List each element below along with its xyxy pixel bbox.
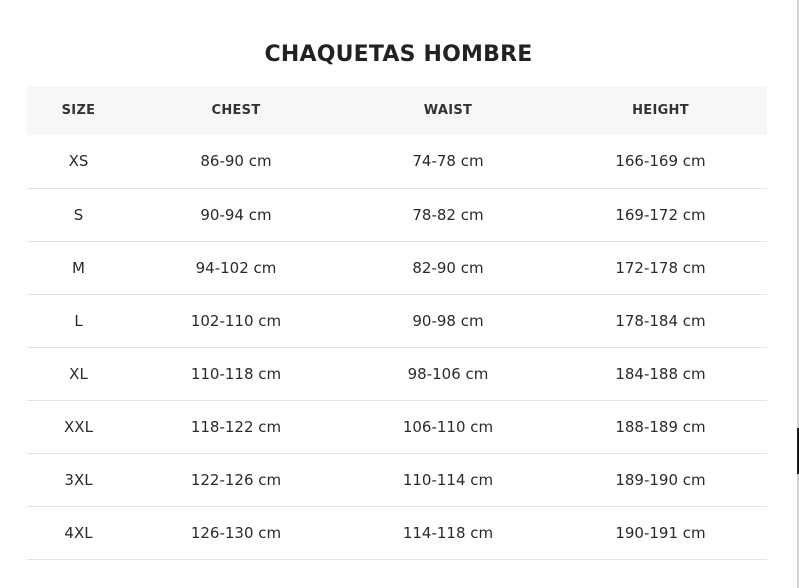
cell-size: L (74, 311, 83, 330)
cell-height: 169-172 cm (615, 205, 706, 224)
cell-chest: 122-126 cm (190, 470, 282, 489)
cell-waist: 90-98 cm (412, 311, 484, 330)
cell-height: 189-190 cm (615, 470, 706, 489)
table-row (27, 506, 767, 559)
cell-size: XS (68, 152, 89, 171)
cell-chest: 90-94 cm (200, 205, 272, 224)
size-chart-table (27, 86, 767, 560)
header-waist: WAIST (423, 103, 473, 118)
cell-waist: 106-110 cm (402, 417, 494, 436)
cell-waist: 74-78 cm (412, 152, 484, 171)
cell-height: 184-188 cm (615, 364, 706, 383)
cell-chest: 126-130 cm (190, 523, 282, 542)
cell-chest: 118-122 cm (190, 417, 282, 436)
table-row (27, 347, 767, 400)
cell-height: 172-178 cm (615, 258, 706, 277)
cell-size: XL (69, 364, 88, 383)
cell-chest: 94-102 cm (195, 258, 277, 277)
cell-height: 166-169 cm (615, 152, 706, 171)
cell-waist: 110-114 cm (402, 470, 494, 489)
table-row (27, 241, 767, 294)
cell-waist: 78-82 cm (412, 205, 484, 224)
cell-size: 3XL (64, 470, 93, 489)
table-header-row (27, 86, 767, 135)
cell-size: S (73, 205, 84, 224)
cell-size: M (72, 258, 85, 277)
table-row (27, 400, 767, 453)
table-header (27, 86, 767, 135)
cell-chest: 110-118 cm (190, 364, 282, 383)
header-size: SIZE (61, 103, 96, 118)
table-row (27, 294, 767, 347)
header-height: HEIGHT (632, 103, 689, 118)
cell-waist: 98-106 cm (407, 364, 489, 383)
cell-chest: 102-110 cm (190, 311, 282, 330)
cell-waist: 82-90 cm (412, 258, 484, 277)
cell-height: 188-189 cm (615, 417, 706, 436)
table-row (27, 188, 767, 241)
table-row (27, 135, 767, 188)
cell-size: 4XL (64, 523, 93, 542)
page-title: CHAQUETAS HOMBRE (264, 41, 533, 67)
cell-waist: 114-118 cm (402, 523, 494, 542)
cell-chest: 86-90 cm (200, 152, 272, 171)
table-row (27, 453, 767, 506)
header-chest: CHEST (211, 103, 261, 118)
cell-size: XXL (64, 417, 93, 436)
cell-height: 190-191 cm (615, 523, 706, 542)
table-body (27, 135, 767, 559)
cell-height: 178-184 cm (615, 311, 706, 330)
